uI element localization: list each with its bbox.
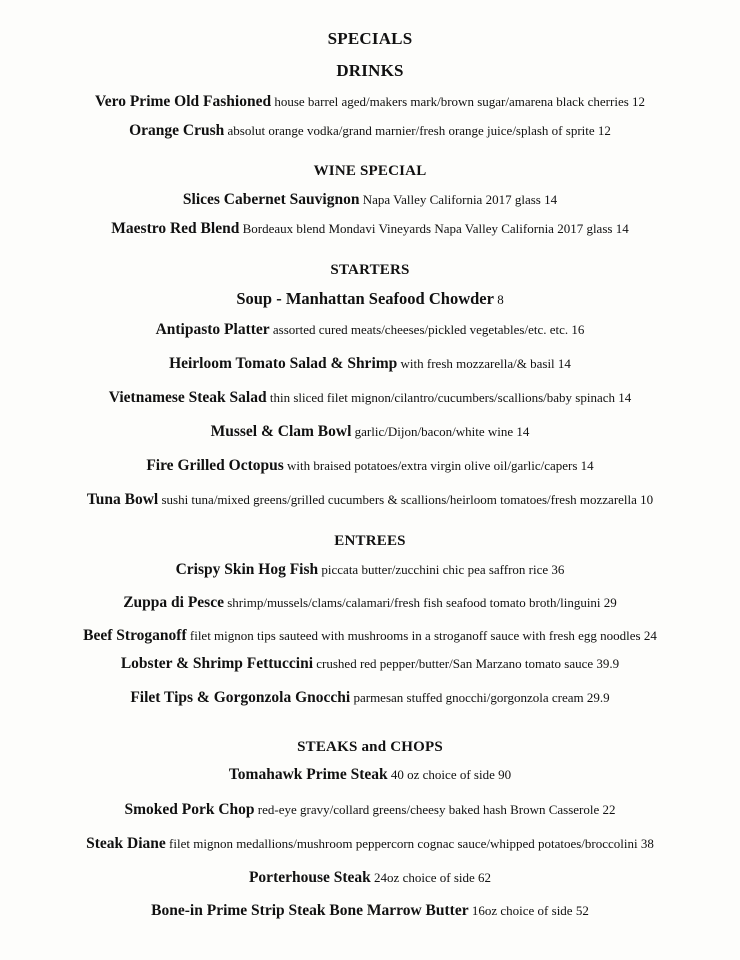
section-heading-wine: WINE SPECIAL — [313, 163, 427, 179]
item-price: 22 — [602, 802, 616, 817]
item-name: Fire Grilled Octopus — [146, 457, 284, 474]
item-desc: garlic/Dijon/bacon/white wine — [354, 424, 514, 439]
item-price: 14 — [544, 192, 558, 207]
item-desc: 24oz choice of side — [374, 870, 475, 885]
menu-item — [0, 835, 740, 853]
item-desc: piccata butter/zucchini chic pea saffron rice — [321, 562, 549, 577]
item-name: Steak Diane — [86, 835, 166, 852]
item-name: Bone-in Prime Strip Steak Bone Marrow Butter — [151, 902, 469, 919]
item-name: Smoked Pork Chop — [124, 801, 255, 818]
item-desc: red-eye gravy/collard greens/cheesy baked hash Brown Casserole — [257, 802, 600, 817]
item-name: Beef Stroganoff — [83, 627, 187, 644]
menu-item — [0, 655, 740, 673]
item-desc: 16oz choice of side — [471, 903, 573, 918]
item-name: Crispy Skin Hog Fish — [175, 561, 319, 578]
item-desc: assorted cured meats/cheeses/pickled vegetables/etc. etc. — [272, 322, 569, 337]
menu-item — [0, 491, 740, 509]
item-price: 90 — [498, 767, 512, 782]
item-desc: crushed red pepper/butter/San Marzano tomato sauce — [316, 656, 594, 671]
item-desc: with fresh mozzarella/& basil — [400, 356, 555, 371]
item-name: Maestro Red Blend — [111, 220, 240, 237]
menu-item — [0, 689, 740, 707]
item-price: 14 — [516, 424, 530, 439]
item-desc: thin sliced filet mignon/cilantro/cucumbers/scallions/baby spinach — [269, 390, 616, 405]
menu-item — [0, 321, 740, 339]
item-desc: Bordeaux blend Mondavi Vineyards Napa Valley California 2017 glass — [242, 221, 613, 236]
menu-item — [0, 561, 740, 579]
item-price: 12 — [597, 123, 611, 138]
menu-item — [0, 627, 740, 645]
item-price: 14 — [557, 356, 571, 371]
item-name: Slices Cabernet Sauvignon — [182, 191, 360, 208]
menu-item — [0, 122, 740, 140]
item-name: Tuna Bowl — [86, 491, 159, 508]
section-heading-drinks: DRINKS — [336, 61, 404, 80]
item-desc: Napa Valley California 2017 glass — [362, 192, 541, 207]
item-price: 12 — [632, 94, 646, 109]
item-desc: shrimp/mussels/clams/calamari/fresh fish seafood tomato broth/linguini — [227, 595, 601, 610]
item-name: Vero Prime Old Fashioned — [94, 93, 272, 110]
menu-item — [0, 191, 740, 209]
item-price: 14 — [615, 221, 629, 236]
menu-item — [0, 594, 740, 612]
item-name: Antipasto Platter — [155, 321, 270, 338]
menu-item — [0, 423, 740, 441]
item-desc: 40 oz choice of side — [390, 767, 495, 782]
item-price: 14 — [618, 390, 632, 405]
section-heading-steaks: STEAKS and CHOPS — [297, 739, 443, 755]
menu-item — [0, 869, 740, 887]
menu-item — [0, 389, 740, 407]
section-heading-entrees: ENTREES — [334, 533, 406, 549]
menu-item — [0, 766, 740, 784]
item-name: Mussel & Clam Bowl — [210, 423, 352, 440]
page-title: SPECIALS — [327, 29, 413, 48]
item-desc: filet mignon tips sauteed with mushrooms in a stroganoff sauce with fresh egg noodles — [189, 628, 641, 643]
menu-item — [0, 355, 740, 373]
item-price: 10 — [640, 492, 654, 507]
item-desc: sushi tuna/mixed greens/grilled cucumbers & scallions/heirloom tomatoes/fresh mozzarella — [161, 492, 637, 507]
item-name: Zuppa di Pesce — [123, 594, 224, 611]
item-price: 36 — [551, 562, 565, 577]
item-price: 8 — [497, 292, 504, 307]
item-price: 29 — [603, 595, 617, 610]
item-price: 62 — [478, 870, 492, 885]
item-price: 29.9 — [586, 690, 610, 705]
item-name: Orange Crush — [129, 122, 225, 139]
item-name: Heirloom Tomato Salad & Shrimp — [169, 355, 398, 372]
item-price: 38 — [640, 836, 654, 851]
menu-item — [0, 902, 740, 920]
item-desc: parmesan stuffed gnocchi/gorgonzola cream — [353, 690, 584, 705]
menu-item — [0, 93, 740, 111]
item-desc: with braised potatoes/extra virgin olive oil/garlic/capers — [287, 458, 578, 473]
item-desc: house barrel aged/makers mark/brown sugar/amarena black cherries — [274, 94, 629, 109]
item-price: 16 — [571, 322, 585, 337]
item-name: Lobster & Shrimp Fettuccini — [120, 655, 314, 672]
item-name: Tomahawk Prime Steak — [228, 766, 388, 783]
item-price: 39.9 — [596, 656, 620, 671]
item-name: Vietnamese Steak Salad — [108, 389, 267, 406]
item-desc: absolut orange vodka/grand marnier/fresh orange juice/splash of sprite — [227, 123, 595, 138]
menu-item — [0, 220, 740, 238]
menu-item — [0, 457, 740, 475]
menu-item — [0, 290, 740, 309]
item-price: 52 — [575, 903, 589, 918]
item-desc: filet mignon medallions/mushroom peppercorn cognac sauce/whipped potatoes/broccolini — [169, 836, 638, 851]
item-name: Soup - Manhattan Seafood Chowder — [236, 289, 494, 308]
menu-item — [0, 801, 740, 819]
item-price: 24 — [643, 628, 657, 643]
section-heading-starters: STARTERS — [330, 262, 410, 278]
item-name: Porterhouse Steak — [248, 869, 371, 886]
item-name: Filet Tips & Gorgonzola Gnocchi — [130, 689, 351, 706]
item-price: 14 — [580, 458, 594, 473]
